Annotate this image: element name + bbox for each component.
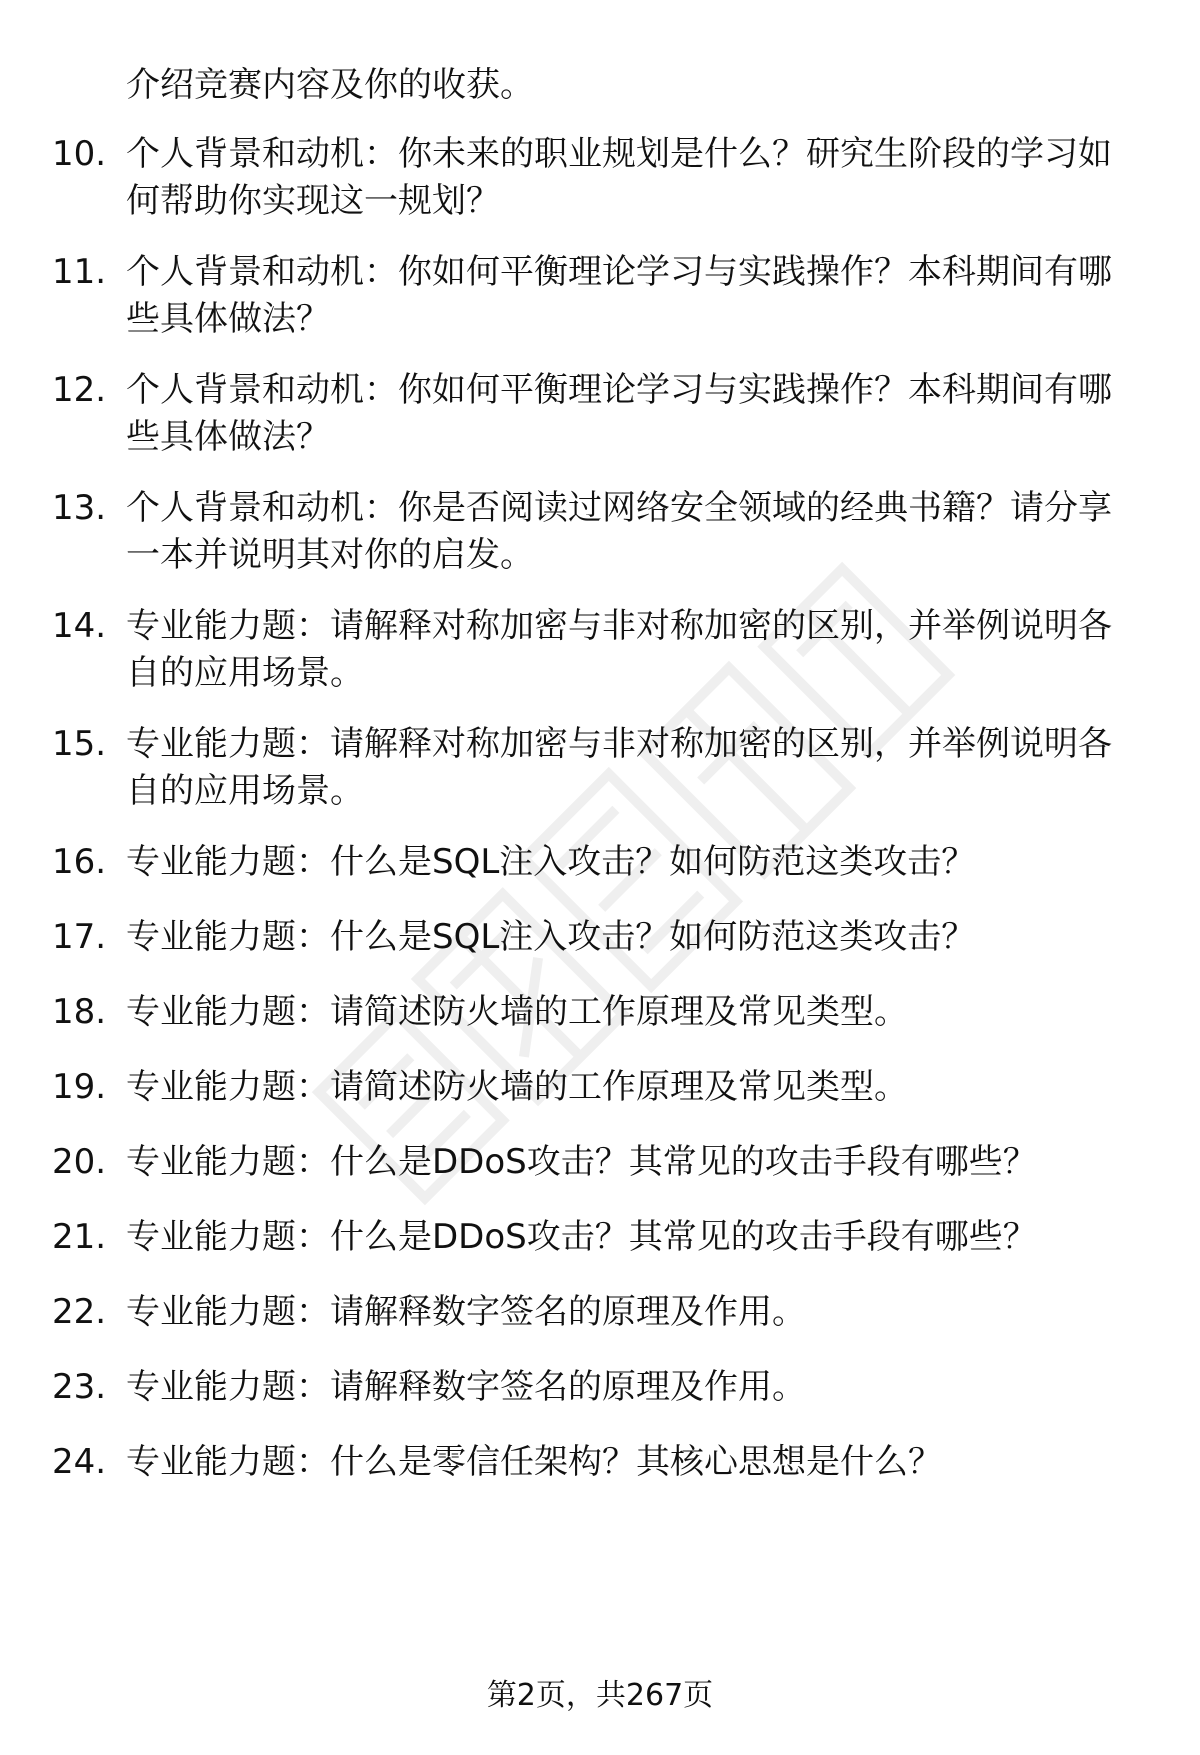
list-item [52,1214,1142,1261]
question-number: 22. [52,1292,107,1332]
list-item [52,485,1142,579]
list-item [52,839,1142,886]
question-number: 14. [52,606,107,646]
question-number: 21. [52,1217,107,1257]
question-text: 专业能力题：请解释数字签名的原理及作用。 [126,1367,806,1407]
question-text: 专业能力题：请简述防火墙的工作原理及常见类型。 [126,992,908,1032]
list-item [52,1139,1142,1186]
question-number: 18. [52,992,107,1032]
list-item [52,1364,1142,1411]
question-text: 专业能力题：请解释对称加密与非对称加密的区别，并举例说明各自的应用场景。 [126,606,1112,693]
question-number: 17. [52,917,107,957]
list-item [52,131,1142,225]
question-number: 24. [52,1442,107,1482]
page-footer: 第2页，共267页 [486,1678,714,1713]
question-text: 个人背景和动机：你如何平衡理论学习与实践操作？本科期间有哪些具体做法？ [126,252,1112,339]
question-text: 专业能力题：什么是零信任架构？其核心思想是什么？ [126,1442,942,1482]
question-text: 专业能力题：什么是SQL注入攻击？如何防范这类攻击？ [126,917,976,957]
question-text: 专业能力题：请简述防火墙的工作原理及常见类型。 [126,1067,908,1107]
question-number: 13. [52,488,107,528]
question-text: 个人背景和动机：你是否阅读过网络安全领域的经典书籍？请分享一本并说明其对你的启发。 [126,488,1112,575]
question-number: 16. [52,842,107,882]
question-text: 专业能力题：请解释数字签名的原理及作用。 [126,1292,806,1332]
list-item [52,1439,1142,1486]
question-number: 15. [52,724,107,764]
question-number: 10. [52,134,107,174]
list-item [52,721,1142,815]
list-item [52,1064,1142,1111]
question-number: 23. [52,1367,107,1407]
question-number: 12. [52,370,107,410]
question-text: 专业能力题：什么是SQL注入攻击？如何防范这类攻击？ [126,842,976,882]
list-item [52,603,1142,697]
question-text: 个人背景和动机：你未来的职业规划是什么？研究生阶段的学习如何帮助你实现这一规划？ [126,134,1112,221]
list-item [52,367,1142,461]
question-text: 专业能力题：什么是DDoS攻击？其常见的攻击手段有哪些？ [126,1217,1037,1257]
list-item [52,989,1142,1036]
continuation-text: 介绍竞赛内容及你的收获。 [126,65,534,105]
question-text: 专业能力题：什么是DDoS攻击？其常见的攻击手段有哪些？ [126,1142,1037,1182]
question-text: 专业能力题：请解释对称加密与非对称加密的区别，并举例说明各自的应用场景。 [126,724,1112,811]
list-item [52,249,1142,343]
question-number: 11. [52,252,107,292]
list-item [52,1289,1142,1336]
question-number: 19. [52,1067,107,1107]
question-number: 20. [52,1142,107,1182]
question-text: 个人背景和动机：你如何平衡理论学习与实践操作？本科期间有哪些具体做法？ [126,370,1112,457]
list-item [52,914,1142,961]
